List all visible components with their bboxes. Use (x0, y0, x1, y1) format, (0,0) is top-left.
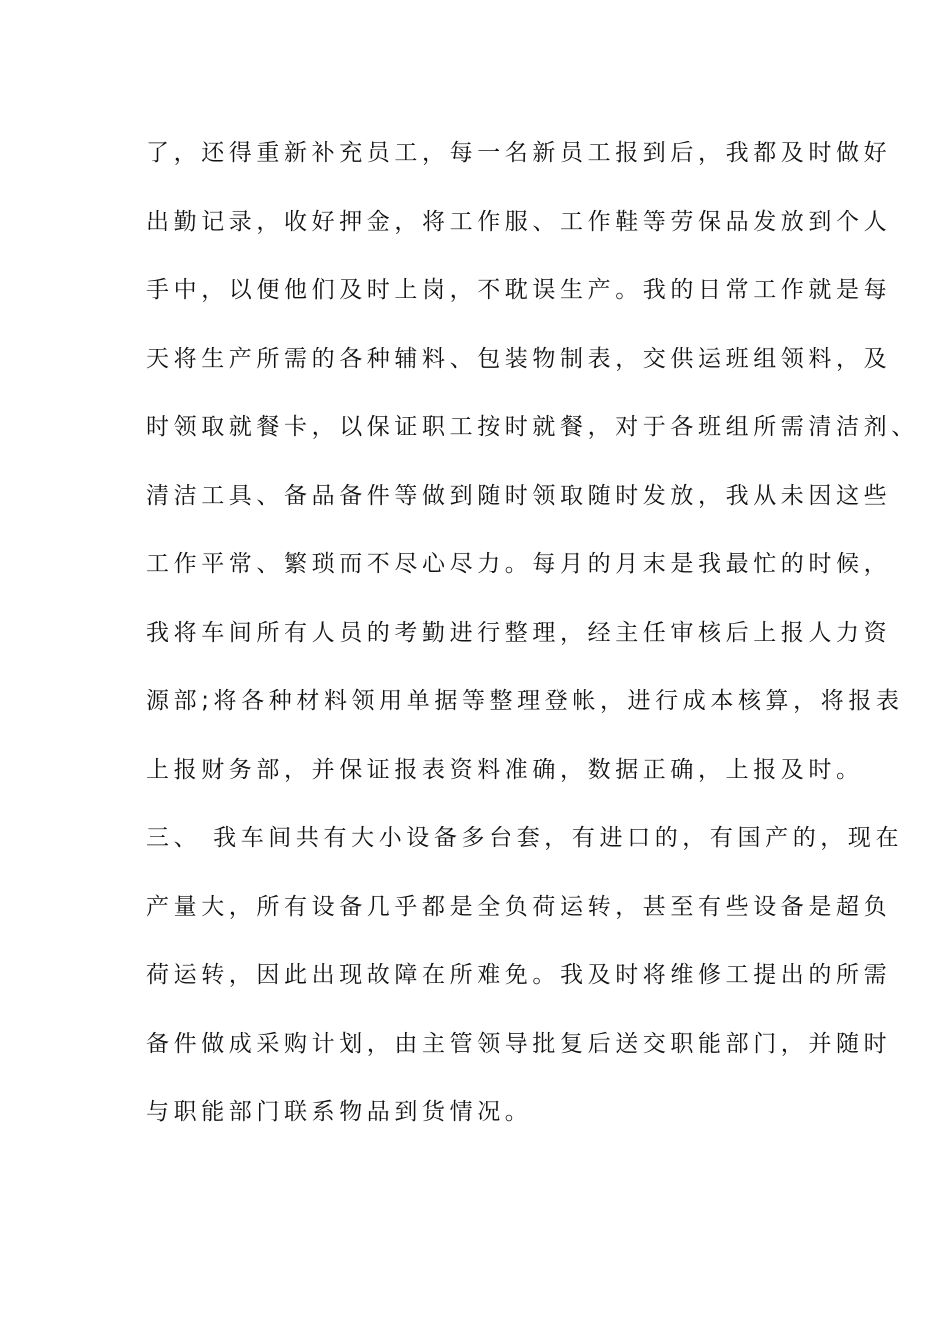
text-line: 备件做成采购计划，由主管领导批复后送交职能部门，并随时 (146, 1030, 892, 1057)
text-line: 天将生产所需的各种辅料、包装物制表，交供运班组领料，及 (146, 345, 892, 372)
section-three-line: 三、 我车间共有大小设备多台套，有进口的，有国产的，现在 (146, 825, 904, 851)
text-line: 手中，以便他们及时上岗，不耽误生产。我的日常工作就是每 (146, 277, 892, 303)
text-line: 出勤记录，收好押金，将工作服、工作鞋等劳保品发放到个人 (146, 208, 892, 235)
text-line: 时领取就餐卡，以保证职工按时就餐，对于各班组所需清洁剂、 (146, 414, 919, 440)
text-line: 工作平常、繁琐而不尽心尽力。每月的月末是我最忙的时候， (146, 551, 892, 577)
body-text (146, 131, 919, 1159)
text-line: 上报财务部，并保证报表资料准确，数据正确，上报及时。 (146, 756, 864, 783)
text-line: 产量大，所有设备几乎都是全负荷运转，甚至有些设备是超负 (146, 893, 892, 920)
text-line: 与职能部门联系物品到货情况。 (146, 1099, 533, 1125)
text-line: 荷运转，因此出现故障在所难免。我及时将维修工提出的所需 (146, 962, 892, 988)
text-line: 源部;将各种材料领用单据等整理登帐，进行成本核算，将报表 (146, 688, 904, 714)
text-line: 了，还得重新补充员工，每一名新员工报到后，我都及时做好 (146, 140, 892, 166)
text-line: 我将车间所有人员的考勤进行整理，经主任审核后上报人力资 (146, 619, 892, 646)
text-line: 清洁工具、备品备件等做到随时领取随时发放，我从未因这些 (146, 482, 892, 509)
